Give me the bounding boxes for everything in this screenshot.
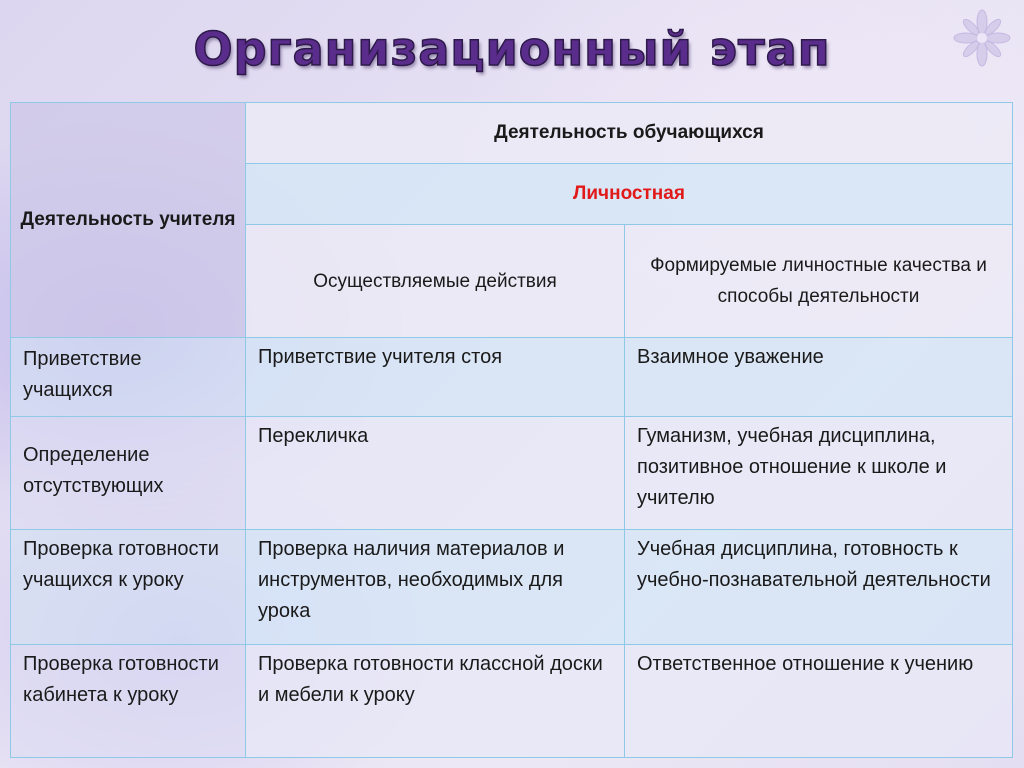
action-cell	[246, 417, 625, 530]
quality-cell-text: Гуманизм, учебная дисциплина, позитивное отношение к школе и учителю	[637, 425, 947, 509]
quality-cell-text: Ответственное отношение к учению	[637, 653, 974, 675]
action-cell	[246, 530, 625, 645]
teacher-cell-text: Проверка готовности кабинета к уроку	[23, 653, 219, 706]
table-row	[11, 338, 1013, 417]
action-cell-text: Перекличка	[258, 425, 369, 447]
teacher-activity-header-label: Деятельность учителя	[20, 209, 236, 230]
personal-header-label: Личностная	[573, 183, 685, 204]
actions-header-label: Осуществляемые действия	[313, 270, 557, 292]
action-cell-text: Проверка готовности классной доски и мебели к уроку	[258, 653, 603, 706]
stage-table	[10, 102, 1013, 758]
quality-cell	[625, 530, 1013, 645]
qualities-header	[625, 225, 1013, 338]
teacher-cell-text: Определение отсутствующих	[23, 444, 164, 497]
quality-cell	[625, 645, 1013, 758]
table-row	[11, 530, 1013, 645]
asterisk-flower-icon	[950, 6, 1014, 70]
slide-title: Организационный этап	[193, 22, 831, 76]
action-cell-text: Приветствие учителя стоя	[258, 346, 503, 368]
teacher-cell-text: Приветствие учащихся	[23, 348, 142, 401]
qualities-header-label: Формируемые личностные качества и способы деятельности	[650, 255, 987, 307]
teacher-cell	[11, 530, 246, 645]
table-row	[11, 645, 1013, 758]
students-activity-header-label: Деятельность обучающихся	[494, 122, 764, 143]
actions-header	[246, 225, 625, 338]
teacher-cell-text: Проверка готовности учащихся к уроку	[23, 538, 219, 591]
personal-header	[246, 164, 1013, 225]
quality-cell	[625, 417, 1013, 530]
teacher-cell	[11, 417, 246, 530]
quality-cell-text: Учебная дисциплина, готовность к учебно-познавательной деятельности	[637, 538, 991, 591]
teacher-cell	[11, 645, 246, 758]
action-cell-text: Проверка наличия материалов и инструментов, необходимых для урока	[258, 538, 565, 622]
action-cell	[246, 645, 625, 758]
table-row	[11, 417, 1013, 530]
action-cell	[246, 338, 625, 417]
teacher-cell	[11, 338, 246, 417]
quality-cell	[625, 338, 1013, 417]
quality-cell-text: Взаимное уважение	[637, 346, 824, 368]
students-activity-header	[246, 103, 1013, 164]
teacher-activity-header	[11, 103, 246, 338]
